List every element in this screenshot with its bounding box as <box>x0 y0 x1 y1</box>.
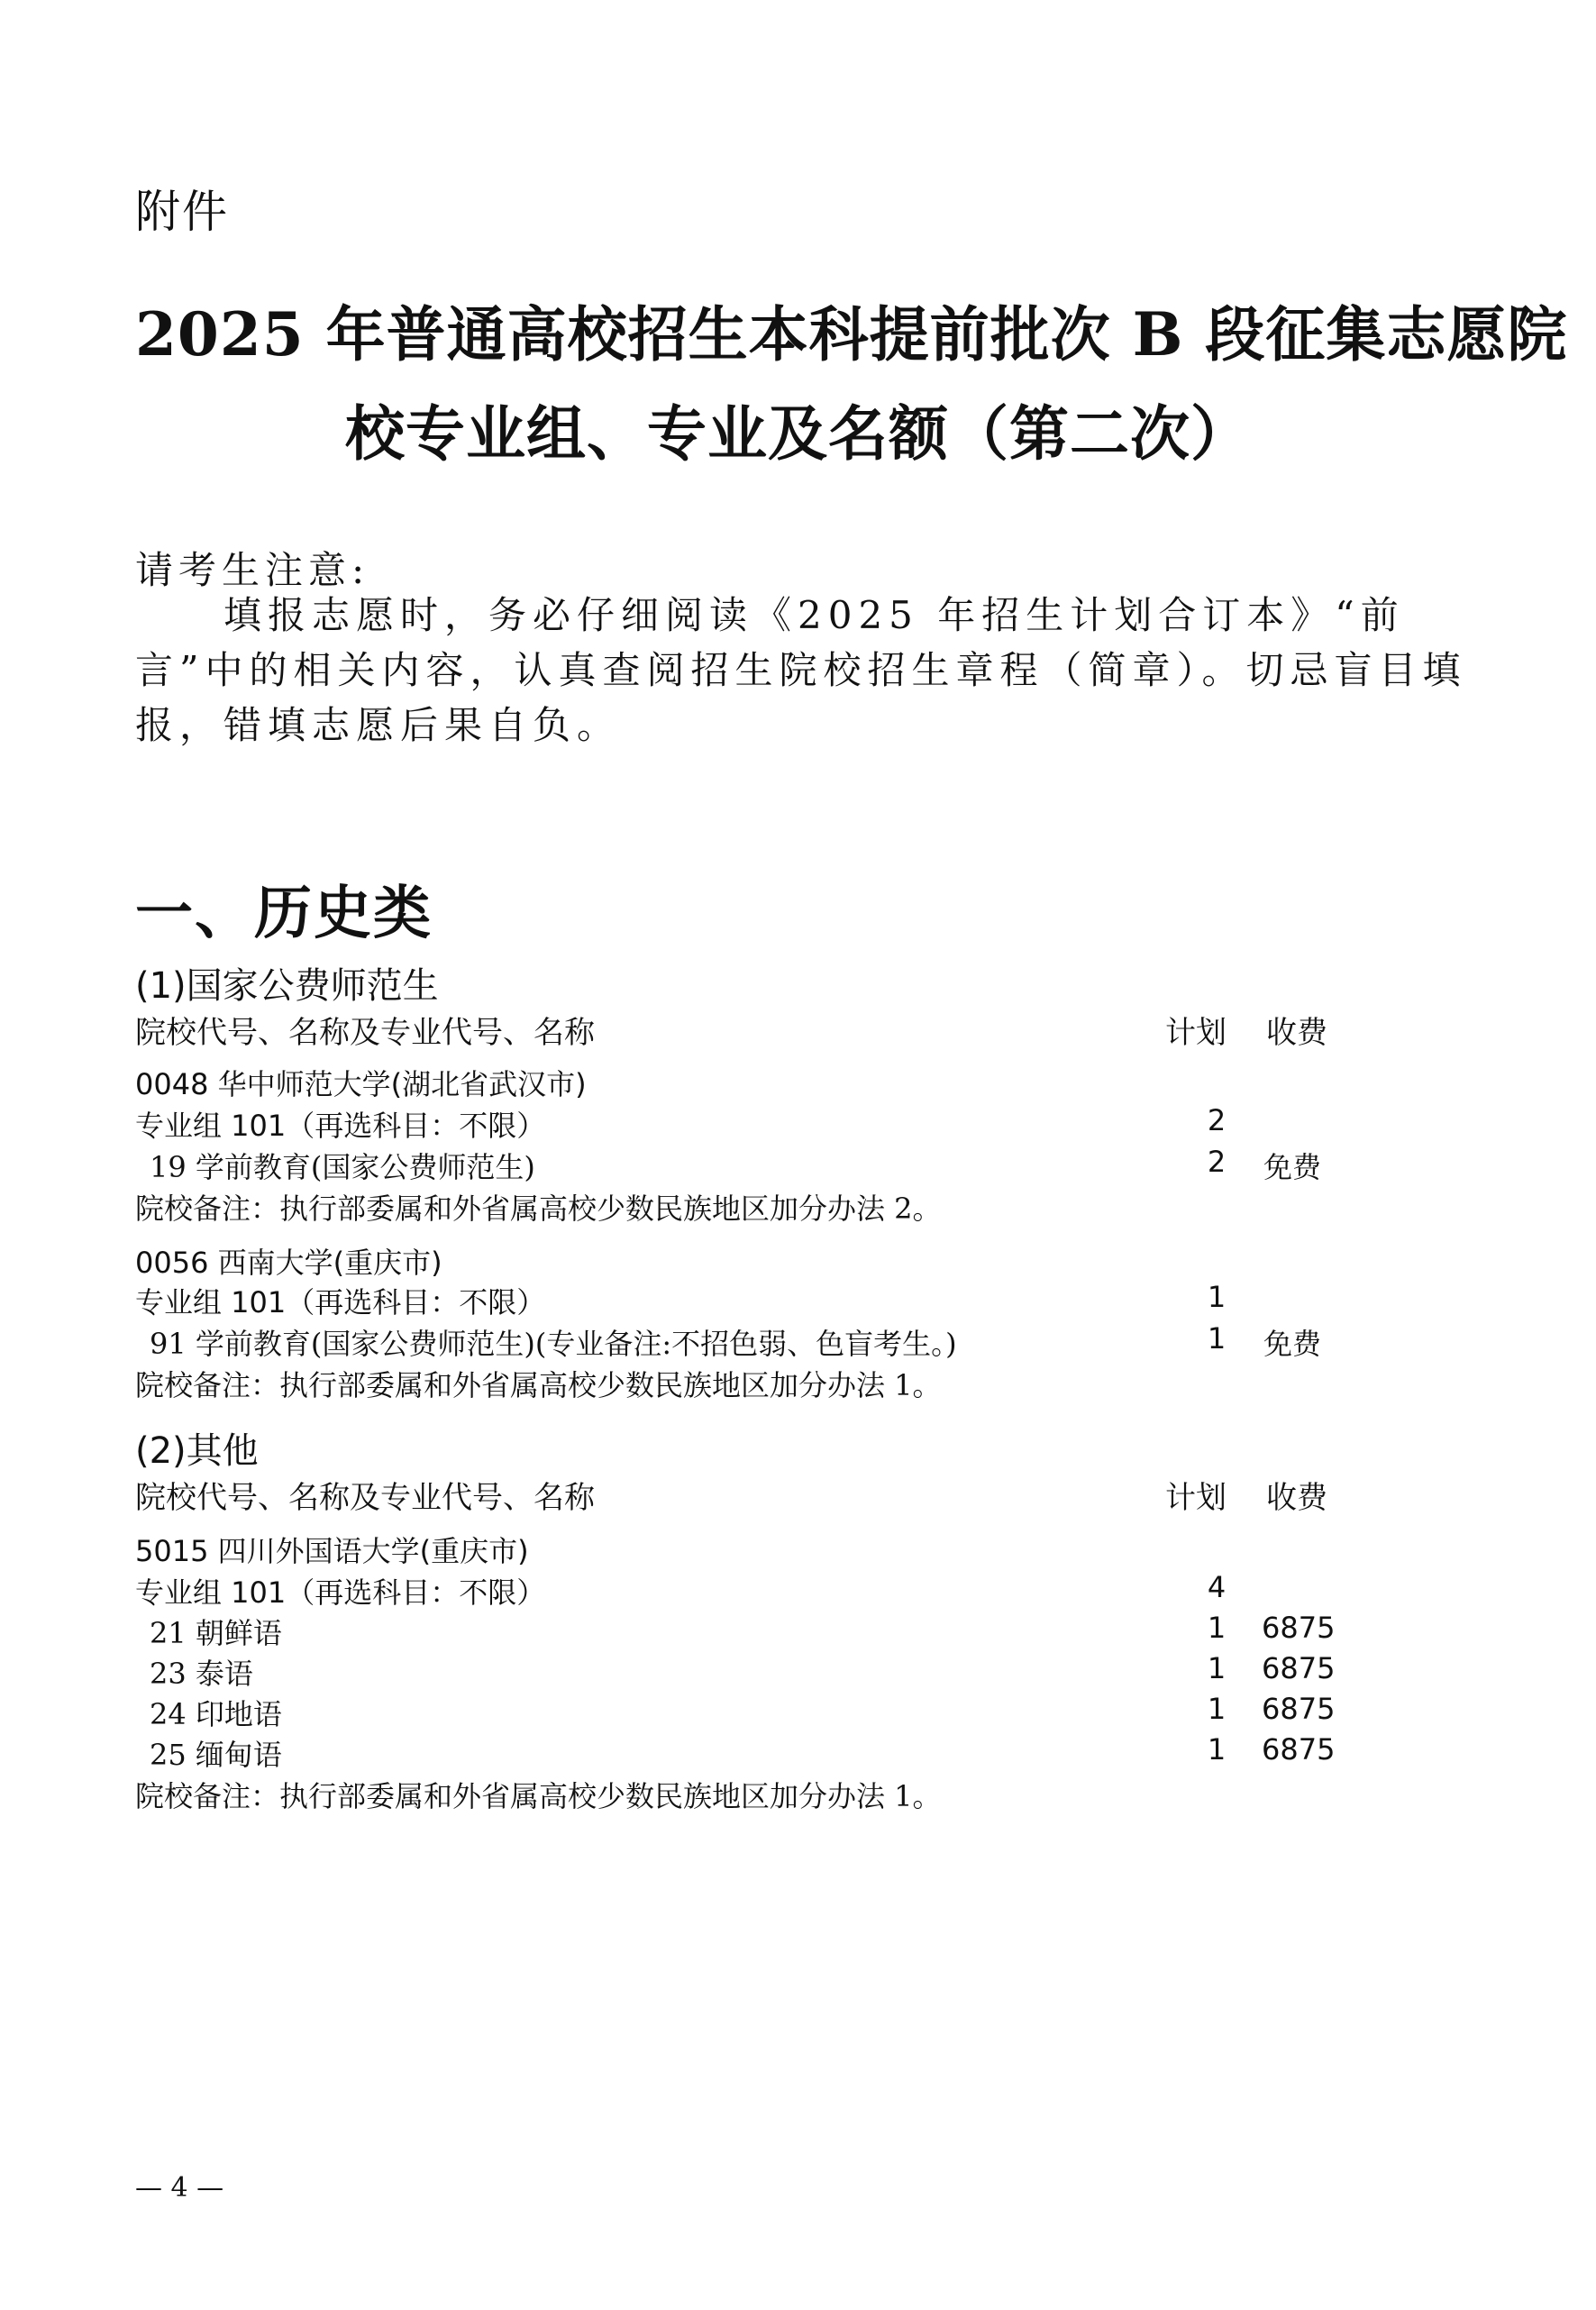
school-remark: 院校备注：执行部委属和外省属高校少数民族地区加分办法 2。 <box>135 1192 942 1226</box>
school-name: 0056 西南大学(重庆市) <box>135 1246 442 1280</box>
major-fee: 6875 <box>1262 1611 1336 1645</box>
school-remark: 院校备注：执行部委属和外省属高校少数民族地区加分办法 1。 <box>135 1779 942 1813</box>
major-name: 21 朝鲜语 <box>150 1616 282 1650</box>
page-title-line2: 校专业组、专业及名额（第二次） <box>345 398 1251 469</box>
attachment-label: 附件 <box>135 186 229 238</box>
column-header-fee: 收费 <box>1266 1015 1327 1051</box>
major-name: 25 缅甸语 <box>150 1738 282 1772</box>
group-plan: 1 <box>1207 1280 1227 1314</box>
page-number: — 4 — <box>135 2172 224 2204</box>
column-header-plan: 计划 <box>1165 1480 1227 1516</box>
major-group: 专业组 101（再选科目：不限） <box>135 1575 546 1610</box>
school-name: 0048 华中师范大学(湖北省武汉市) <box>135 1067 587 1101</box>
subsection-heading-1: (1)国家公费师范生 <box>135 965 439 1007</box>
major-name: 19 学前教育(国家公费师范生) <box>150 1150 535 1184</box>
section-heading: 一、历史类 <box>135 881 433 947</box>
major-fee: 6875 <box>1262 1732 1336 1767</box>
major-group: 专业组 101（再选科目：不限） <box>135 1285 546 1319</box>
subsection-heading-2: (2)其他 <box>135 1430 259 1472</box>
major-plan: 1 <box>1207 1321 1227 1356</box>
major-group: 专业组 101（再选科目：不限） <box>135 1109 546 1143</box>
group-plan: 2 <box>1207 1103 1227 1137</box>
major-fee: 6875 <box>1262 1651 1336 1685</box>
group-plan: 4 <box>1207 1570 1227 1604</box>
column-header-fee: 收费 <box>1266 1480 1327 1516</box>
school-remark: 院校备注：执行部委属和外省属高校少数民族地区加分办法 1。 <box>135 1368 942 1402</box>
notice-heading: 请考生注意: <box>135 548 370 592</box>
major-fee: 6875 <box>1262 1692 1336 1726</box>
major-name: 24 印地语 <box>150 1697 282 1731</box>
school-name: 5015 四川外国语大学(重庆市) <box>135 1534 529 1568</box>
column-header-name: 院校代号、名称及专业代号、名称 <box>135 1015 595 1051</box>
major-name: 23 泰语 <box>150 1657 253 1691</box>
column-header-plan: 计划 <box>1165 1015 1227 1051</box>
page-title-line1: 2025 年普通高校招生本科提前批次 B 段征集志愿院 <box>135 299 1568 370</box>
major-fee: 免费 <box>1263 1327 1322 1361</box>
major-plan: 2 <box>1207 1145 1227 1179</box>
notice-body: 填报志愿时，务必仔细阅读《2025 年招生计划合订本》“前言”中的相关内容，认真查阅招生院校招生章程（简章）。切忌盲目填报，错填志愿后果自负。 <box>135 593 1467 747</box>
major-name: 91 学前教育(国家公费师范生)(专业备注:不招色弱、色盲考生。) <box>150 1327 957 1361</box>
major-plan: 1 <box>1207 1692 1227 1726</box>
major-plan: 1 <box>1207 1651 1227 1685</box>
column-header-name: 院校代号、名称及专业代号、名称 <box>135 1480 595 1516</box>
major-plan: 1 <box>1207 1732 1227 1767</box>
major-fee: 免费 <box>1263 1150 1322 1184</box>
major-plan: 1 <box>1207 1611 1227 1645</box>
